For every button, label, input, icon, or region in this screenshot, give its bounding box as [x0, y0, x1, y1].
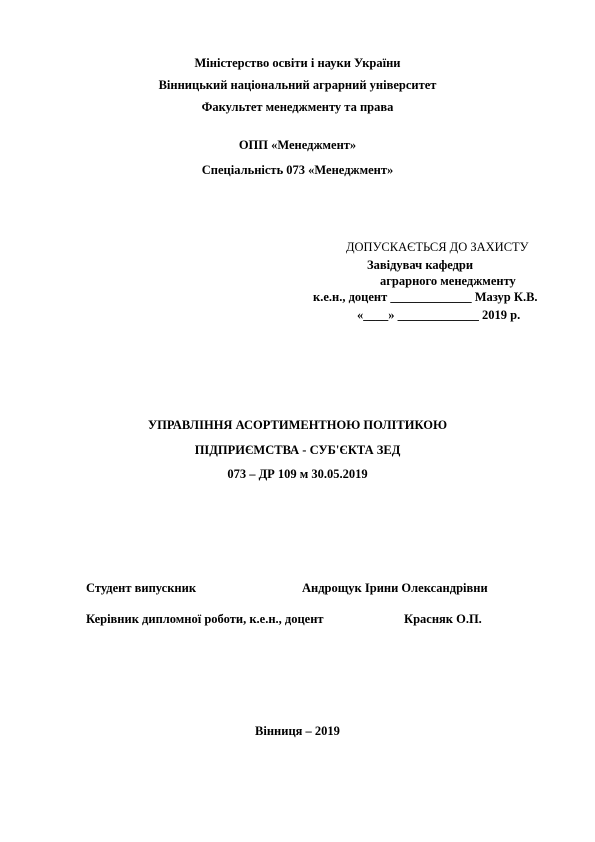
thesis-title-line-2: ПІДПРИЄМСТВА - СУБ'ЄКТА ЗЕД: [194, 443, 401, 457]
supervisor-name: Красняк О.П.: [404, 612, 482, 626]
ministry-name: Міністерство освіти і науки України: [194, 56, 401, 70]
student-name: Андрощук Ірини Олександрівни: [302, 581, 488, 595]
admit-to-defense: ДОПУСКАЄТЬСЯ ДО ЗАХИСТУ: [346, 240, 529, 254]
head-of-department-title: Завідувач кафедри: [367, 258, 474, 272]
specialty-name: Спеціальність 073 «Менеджмент»: [201, 163, 394, 177]
department-name: аграрного менеджменту: [380, 274, 516, 288]
approval-date-line: «____» _____________ 2019 р.: [357, 308, 521, 322]
supervisor-label: Керівник дипломної роботи, к.е.н., доцент: [86, 612, 324, 626]
thesis-title-line-1: УПРАВЛІННЯ АСОРТИМЕНТНОЮ ПОЛІТИКОЮ: [147, 418, 448, 432]
thesis-code: 073 – ДР 109 м 30.05.2019: [227, 467, 368, 481]
student-label: Студент випускник: [86, 581, 197, 595]
program-name: ОПП «Менеджмент»: [238, 138, 357, 152]
city-year: Вінниця – 2019: [255, 724, 340, 738]
faculty-name: Факультет менеджменту та права: [201, 100, 394, 114]
university-name: Вінницький національний аграрний університет: [158, 78, 437, 92]
approval-signature-line: к.е.н., доцент _____________ Мазур К.В.: [313, 290, 538, 304]
